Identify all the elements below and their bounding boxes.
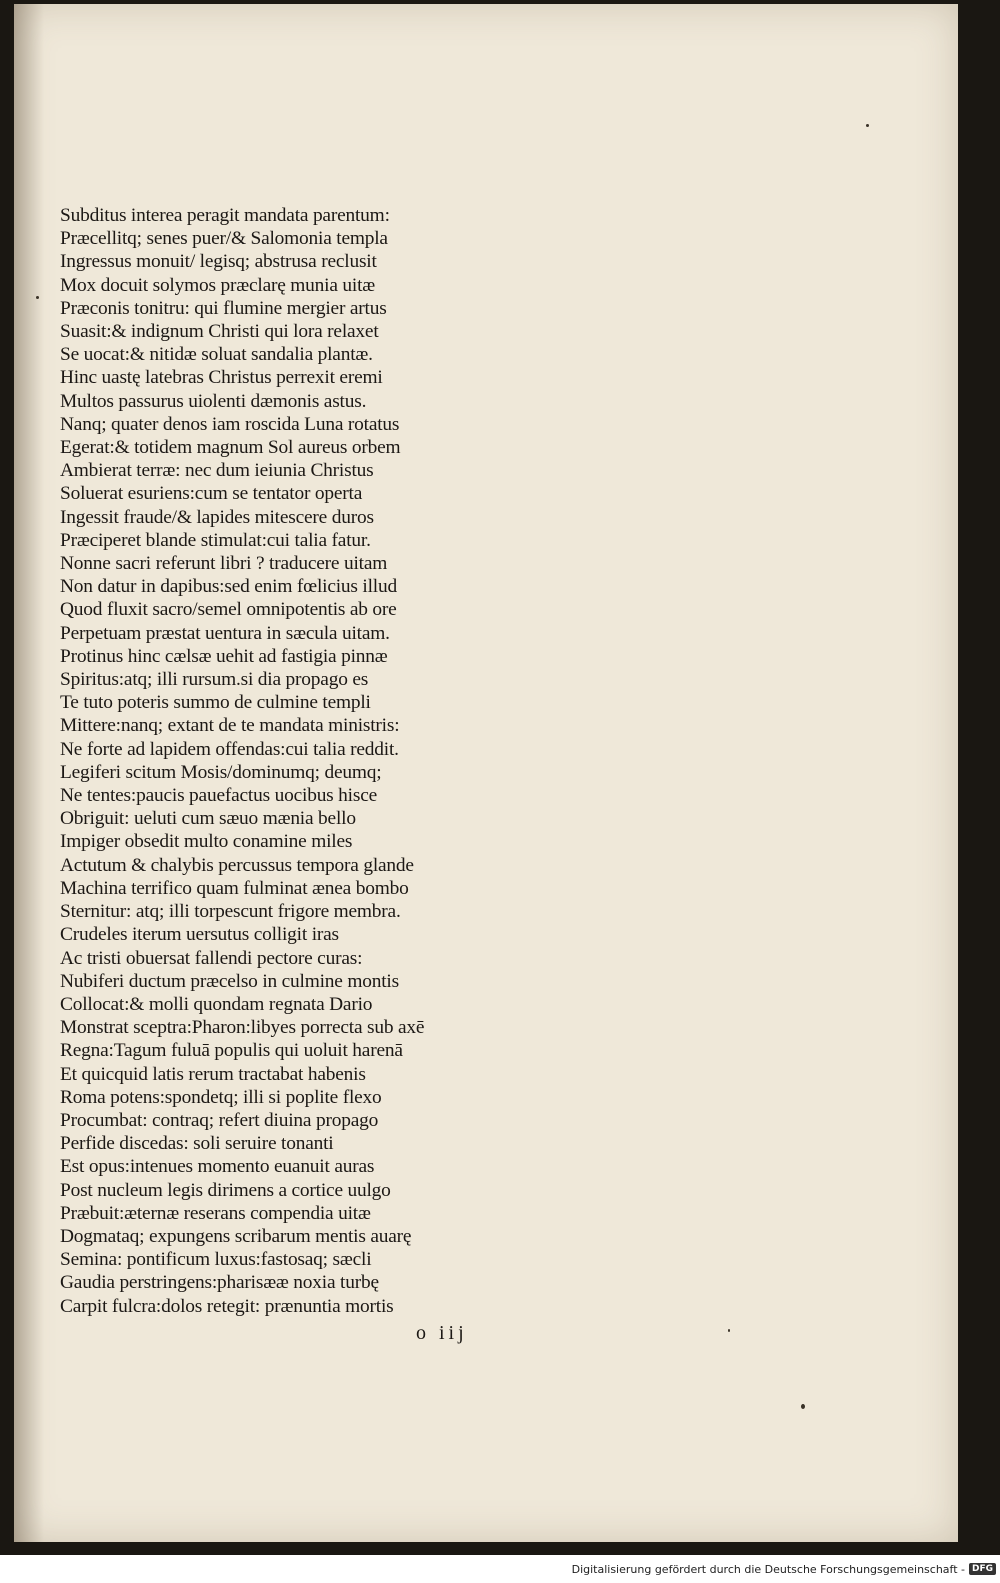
paper-speck	[801, 1404, 805, 1409]
verse-line: Non datur in dapibus:sed enim fœlicius illud	[60, 576, 397, 598]
verse-line: Post nucleum legis dirimens a cortice uulgo	[60, 1179, 391, 1201]
verse-line: Et quicquid latis rerum tractabat habenis	[60, 1063, 366, 1085]
verse-line: Perpetuam præstat uentura in sæcula uitam.	[60, 622, 390, 644]
verse-line: Mittere:nanq; extant de te mandata ministris:	[60, 715, 400, 737]
verse-line: Ambierat terræ: nec dum ieiunia Christus	[60, 460, 374, 482]
verse-line: Subditus interea peragit mandata parentum:	[60, 205, 390, 226]
verse-line: Obriguit: ueluti cum sæuo mænia bello	[60, 808, 356, 830]
gutter-shadow	[14, 4, 44, 1542]
verse-line: Protinus hinc cælsæ uehit ad fastigia pinnæ	[60, 645, 388, 667]
verse-line: Sternitur: atq; illi torpescunt frigore membra.	[60, 901, 401, 923]
verse-line: Carpit fulcra:dolos retegit: prænuntia mortis	[60, 1295, 394, 1317]
verse-line: Procumbat: contraq; refert diuina propago	[60, 1109, 379, 1131]
verse-line: Quod fluxit sacro/semel omnipotentis ab ore	[60, 599, 397, 621]
verse-line: Hinc uastę latebras Christus perrexit eremi	[60, 367, 383, 389]
paper-speck	[728, 1329, 730, 1332]
verse-line: Roma potens:spondetq; illi si poplite flexo	[60, 1086, 382, 1108]
verse-line: Crudeles iterum uersutus colligit iras	[60, 924, 339, 946]
verse-line: Se uocat:& nitidæ soluat sandalia plantæ.	[60, 344, 373, 366]
verse-line: Actutum & chalybis percussus tempora glande	[60, 854, 414, 876]
verse-line: Præciperet blande stimulat:cui talia fatur.	[60, 529, 371, 551]
footer-credit: Digitalisierung gefördert durch die Deutsche Forschungsgemeinschaft -	[571, 1562, 965, 1576]
verse-line: Legiferi scitum Mosis/dominumq; deumq;	[60, 761, 382, 783]
verse-line: Perfide discedas: soli seruire tonanti	[60, 1133, 334, 1155]
verse-line: Spiritus:atq; illi rursum.si dia propago es	[60, 669, 369, 691]
verse-line: Regna:Tagum fuluā populis qui uoluit harenā	[60, 1040, 403, 1062]
verse-line: Nubiferi ductum præcelso in culmine montis	[60, 970, 399, 992]
verse-line: Collocat:& molli quondam regnata Dario	[60, 993, 373, 1015]
verse-line: Præconis tonitru: qui flumine mergier artus	[60, 297, 387, 319]
verse-line: Semina: pontificum luxus:fastosaq; sæcli	[60, 1249, 372, 1271]
paper-speck	[866, 124, 869, 127]
paper-speck	[36, 296, 39, 299]
verse-line: Suasit:& indignum Christi qui lora relaxet	[60, 321, 379, 343]
verse-line: Gaudia perstringens:pharisææ noxia turbę	[60, 1272, 379, 1294]
verse-line: Egerat:& totidem magnum Sol aureus orbem	[60, 437, 401, 459]
verse-line: Ne tentes:paucis pauefactus uocibus hisce	[60, 785, 378, 807]
verse-line: Ingressus monuit/ legisq; abstrusa reclusit	[60, 251, 377, 273]
signature-mark: o iij	[416, 1322, 468, 1344]
verse-line: Ac tristi obuersat fallendi pectore curas:	[60, 947, 363, 969]
verse-line: Machina terrifico quam fulminat ænea bombo	[60, 877, 409, 899]
verse-line: Ingessit fraude/& lapides mitescere duros	[60, 506, 374, 528]
verse-line: Impiger obsedit multo conamine miles	[60, 831, 353, 853]
verse-line: Nanq; quater denos iam roscida Luna rotatus	[60, 413, 400, 435]
verse-line: Nonne sacri referunt libri ? traducere uitam	[60, 553, 388, 575]
verse-line: Mox docuit solymos præclarę munia uitæ	[60, 274, 376, 296]
verse-line: Multos passurus uiolenti dæmonis astus.	[60, 390, 367, 412]
dfg-logo: DFG	[969, 1563, 996, 1575]
verse-text-block	[60, 204, 530, 1318]
verse-line: Dogmataq; expungens scribarum mentis auarę	[60, 1225, 412, 1247]
verse-line: Te tuto poteris summo de culmine templi	[60, 692, 371, 714]
book-page	[14, 4, 958, 1542]
verse-line: Est opus:intenues momento euanuit auras	[60, 1156, 375, 1178]
verse-line: Præbuit:æternæ reserans compendia uitæ	[60, 1202, 371, 1224]
verse-line: Monstrat sceptra:Pharon:libyes porrecta sub axē	[60, 1017, 425, 1039]
verse-line: Soluerat esuriens:cum se tentator operta	[60, 483, 363, 505]
verse-line: Ne forte ad lapidem offendas:cui talia reddit.	[60, 738, 399, 760]
digitization-footer	[572, 1561, 996, 1577]
verse-line: Præcellitq; senes puer/& Salomonia templa	[60, 228, 388, 250]
